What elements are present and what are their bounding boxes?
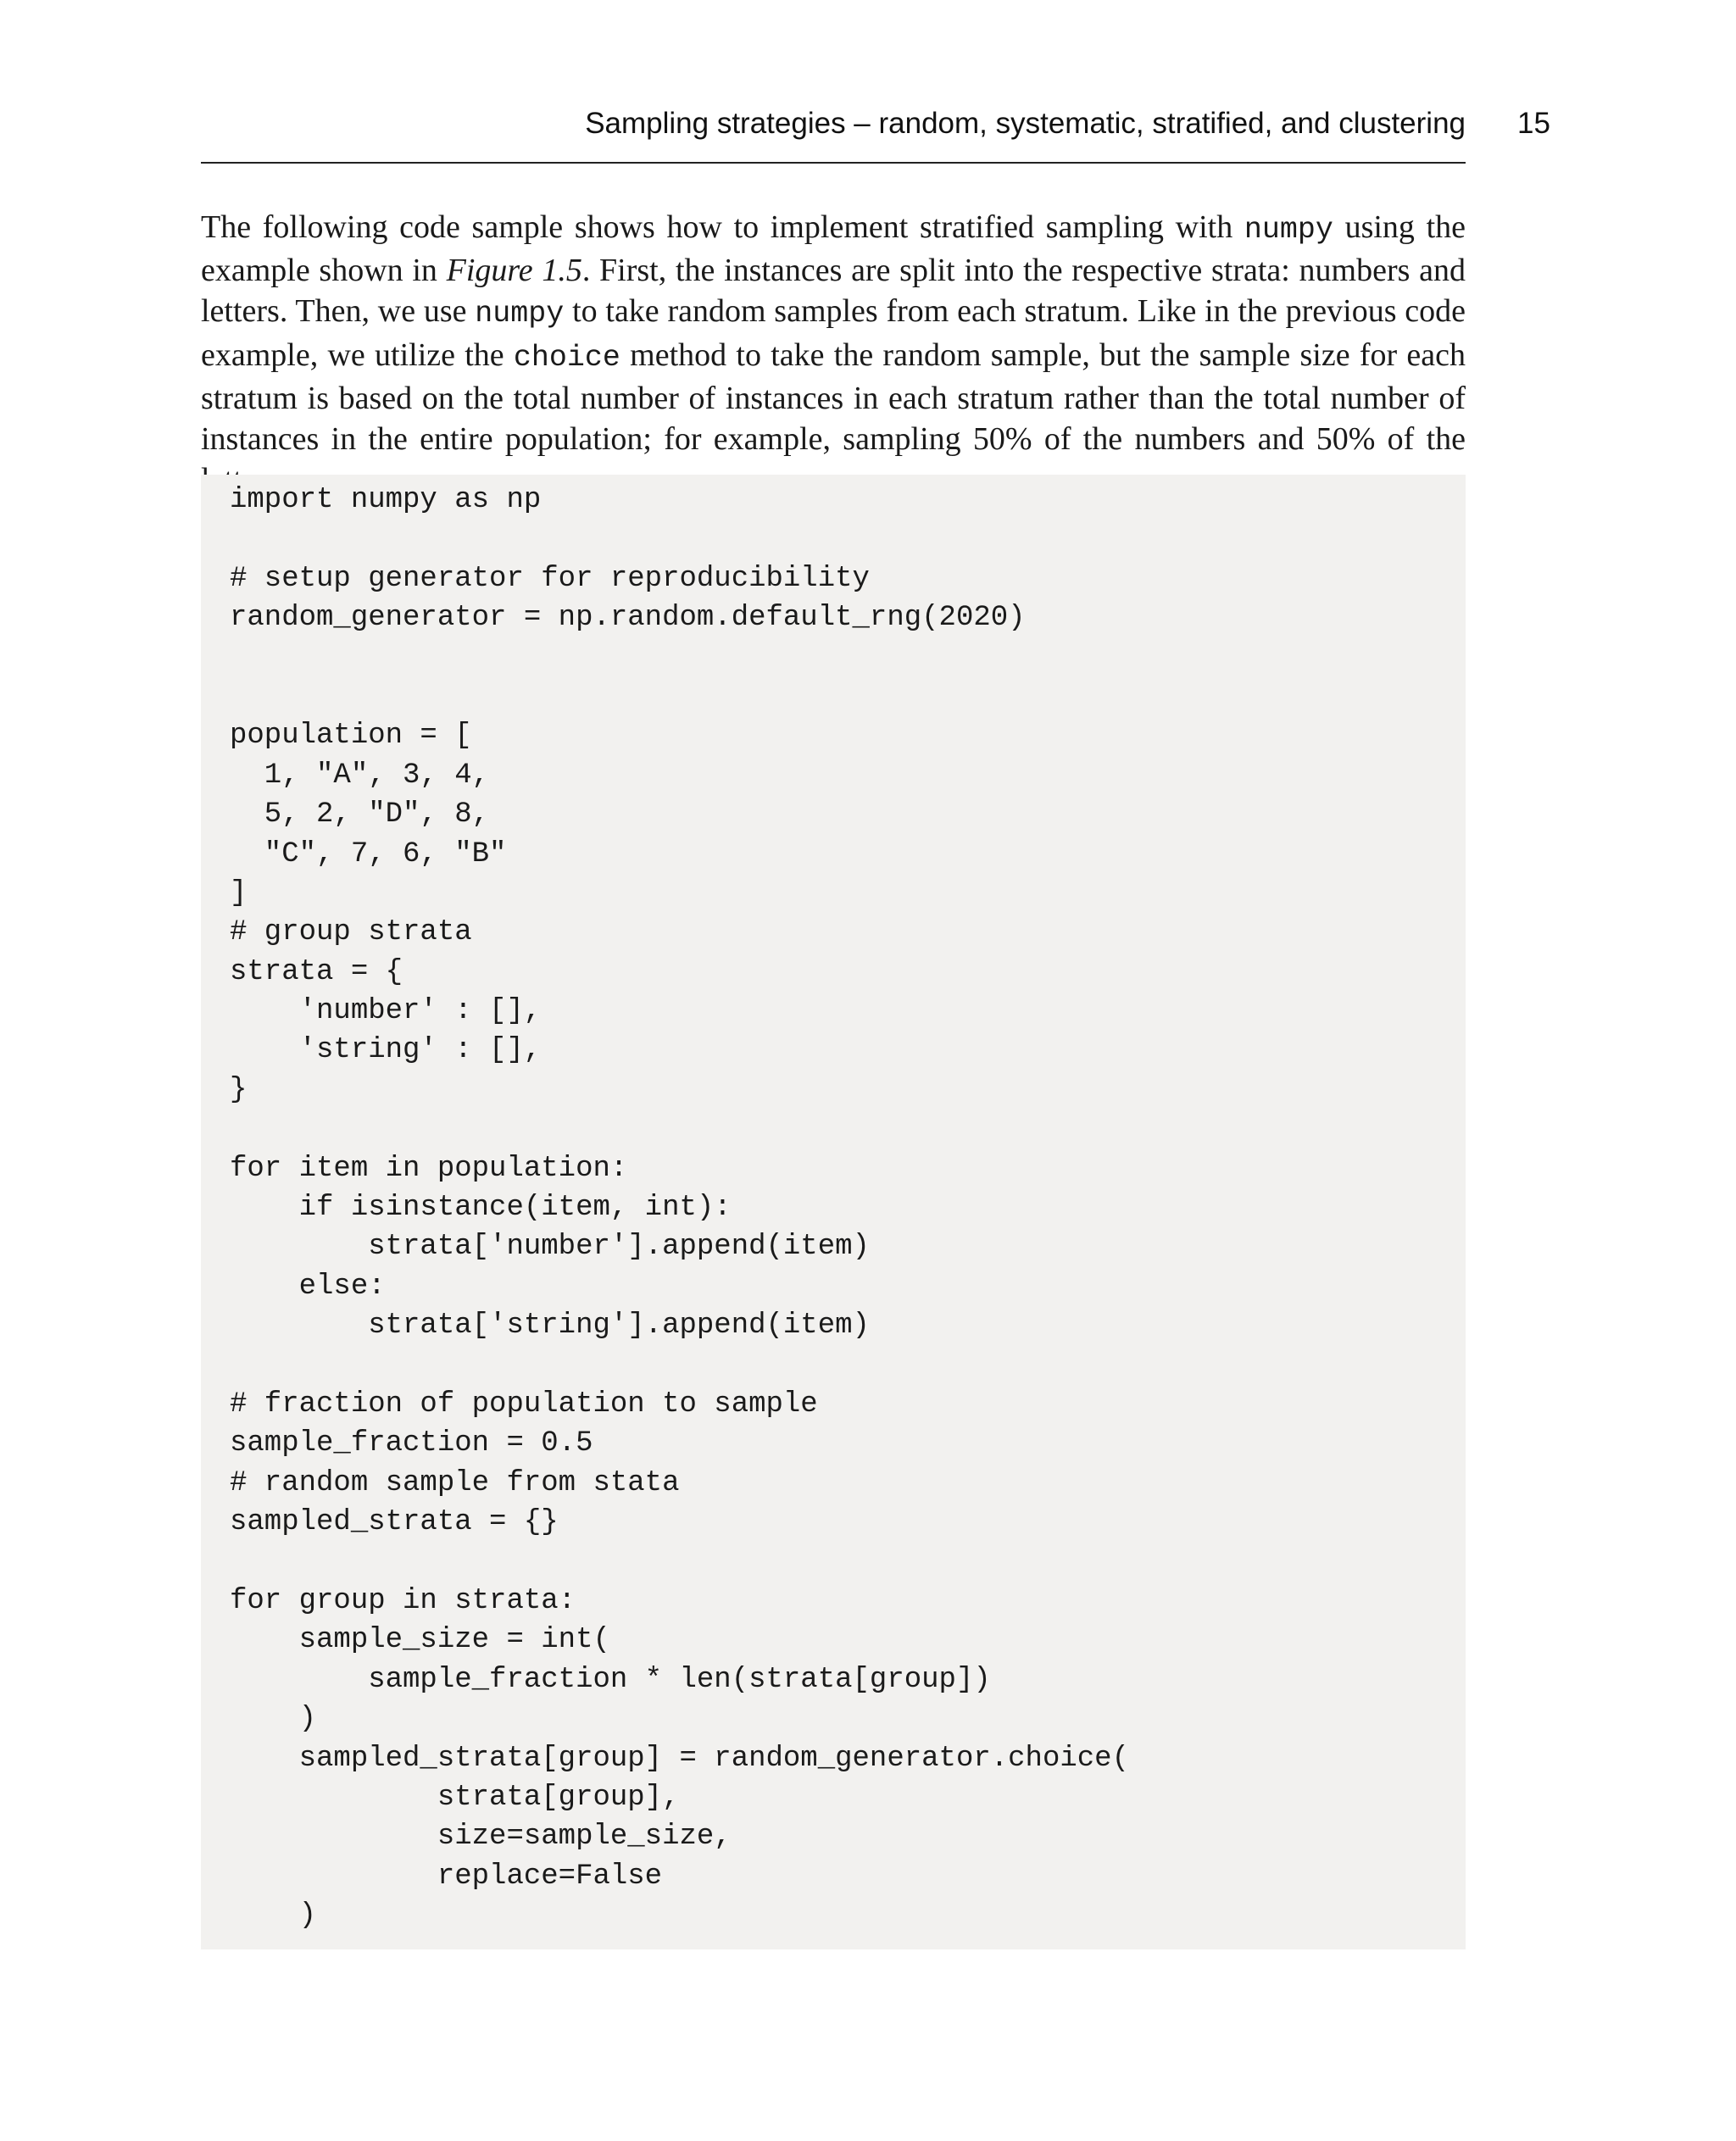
code-line: strata['string'].append(item) <box>230 1310 870 1343</box>
paragraph-text: The following code sample shows how to implement stratified sampling with <box>201 209 1244 245</box>
code-line: for group in strata: <box>230 1584 576 1617</box>
inline-code: numpy <box>475 297 565 331</box>
code-line: # setup generator for reproducibility <box>230 562 870 595</box>
paragraph-text: . First, the instances are split into the respective strata: numbers and letters. Then, we use <box>201 253 1466 330</box>
code-line: else: <box>230 1270 386 1303</box>
code-line: # group strata <box>230 916 472 949</box>
code-line: # fraction of population to sample <box>230 1387 818 1421</box>
code-line: sampled_strata = {} <box>230 1506 559 1539</box>
code-line: replace=False <box>230 1860 663 1893</box>
code-line <box>230 1109 1466 1148</box>
code-line: ) <box>230 1899 317 1932</box>
figure-reference: Figure 1.5 <box>446 253 582 289</box>
paragraph-text: using the example shown in <box>201 209 1466 289</box>
code-line: # random sample from stata <box>230 1466 680 1499</box>
code-line: strata = { <box>230 955 403 988</box>
paragraph-text: to take random samples from each stratum. Like in the previous code example, we utilize the <box>201 293 1466 373</box>
body-paragraph <box>201 207 1466 500</box>
code-line: random_generator = np.random.default_rng(2020) <box>230 602 1026 635</box>
header-rule <box>201 162 1466 164</box>
code-line: sample_size = int( <box>230 1624 610 1657</box>
code-line <box>230 638 1466 677</box>
code-line: if isinstance(item, int): <box>230 1192 732 1225</box>
code-line: 'string' : [], <box>230 1034 542 1067</box>
code-line: ) <box>230 1703 317 1736</box>
code-line: size=sample_size, <box>230 1821 732 1854</box>
code-line: population = [ <box>230 720 472 753</box>
code-line: sample_fraction = 0.5 <box>230 1427 593 1460</box>
running-head-title: Sampling strategies – random, systematic, stratified, and clustering <box>585 107 1466 140</box>
code-line: strata[group], <box>230 1781 680 1814</box>
code-line: sample_fraction * len(strata[group]) <box>230 1663 991 1696</box>
code-line: strata['number'].append(item) <box>230 1231 870 1264</box>
code-line <box>230 1346 1466 1385</box>
code-line: sampled_strata[group] = random_generator.choice( <box>230 1742 1129 1775</box>
page-number: 15 <box>1517 107 1550 140</box>
code-line: import numpy as np <box>230 484 542 516</box>
code-line: ] <box>230 876 248 909</box>
code-block <box>201 475 1466 1949</box>
code-line: "C", 7, 6, "B" <box>230 837 507 870</box>
code-line <box>230 520 1466 559</box>
code-line: 1, "A", 3, 4, <box>230 759 490 792</box>
inline-code: numpy <box>1244 213 1333 247</box>
code-line <box>230 677 1466 716</box>
inline-code: choice <box>513 340 620 375</box>
paragraph-text: method to take the random sample, but the sample size for each stratum is based on the total number of instances in each stratum rather than the total number of instances in the entire population; for example, sampling 50% of the numbers and 50% of the <box>201 336 1466 458</box>
code-line: for item in population: <box>230 1152 628 1185</box>
code-line: } <box>230 1073 248 1106</box>
code-line <box>230 1543 1466 1582</box>
code-line: 'number' : [], <box>230 995 542 1028</box>
code-line: 5, 2, "D", 8, <box>230 798 490 831</box>
